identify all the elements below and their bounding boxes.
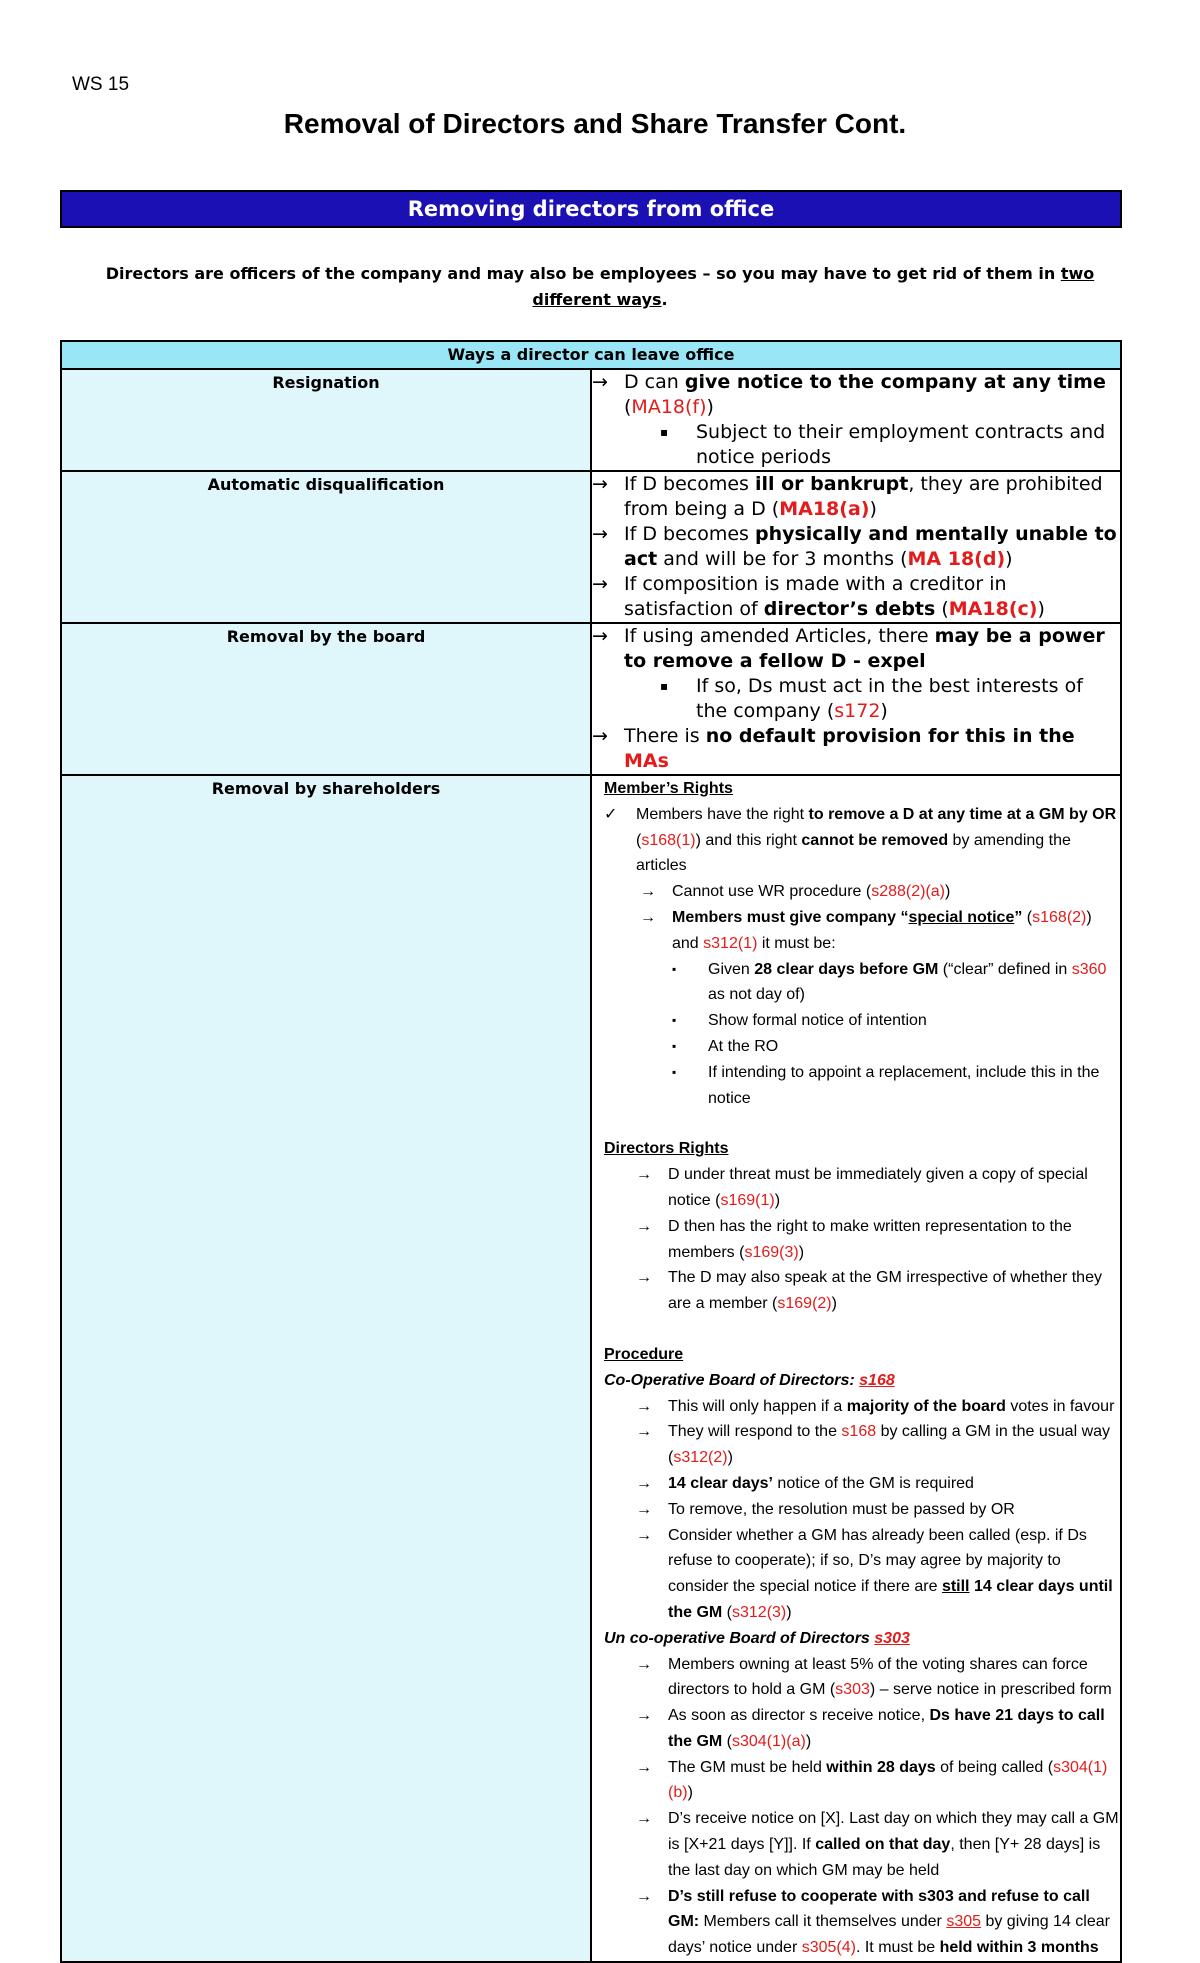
- bullet-icon: ▪: [672, 1038, 677, 1053]
- arrow-icon: →: [636, 1500, 652, 1518]
- row-label-board: Removal by the board: [61, 623, 591, 775]
- table-row: [61, 623, 1121, 775]
- bullet-icon: ▪: [672, 1064, 677, 1079]
- arrow-icon: →: [636, 1526, 652, 1544]
- arrow-icon: →: [640, 883, 656, 901]
- arrow-icon: →: [592, 725, 608, 747]
- arrow-icon: →: [636, 1655, 652, 1673]
- row-label-resignation: Resignation: [61, 369, 591, 471]
- uncooperative-heading: Un co-operative Board of Directors s303: [604, 1629, 910, 1647]
- table-heading: Ways a director can leave office: [61, 341, 1121, 369]
- bullet-icon: ▪: [672, 1013, 677, 1028]
- bullet-icon: ▪: [660, 679, 669, 693]
- row-content-board: → If using amended Articles, there may be a power to remove a fellow D - expel ▪ If so, Ds must act in the best interests of the company (s172) → There is no default provision for this in the MAs: [591, 623, 1121, 775]
- arrow-icon: →: [636, 1269, 652, 1287]
- page-title: Removal of Directors and Share Transfer Cont.: [283, 108, 907, 139]
- worksheet-label: WS 15: [72, 74, 130, 95]
- cooperative-heading: Co-Operative Board of Directors: s168: [604, 1371, 895, 1389]
- row-content-shareholders: Member’s Rights ✓ Members have the right to remove a D at any time at a GM by OR (s168(1)) and this right cannot be removed by amending the articles → Cannot use WR procedure (s288(2)(a)) → Members must give company “special notice” (s168(2)) and s312(1) it must be: ▪ Given 28 clear days before GM (“clear” defined in s360 as not day of) ▪ Show formal notice of intention ▪ At the RO ▪ If intending to appoint a replacement, include this in the notice Directors Rights → D under threat must be immediately given a copy of special notice (s169(1)) → D then has the right to make written representation to the members (s169(3)) → The D may also speak at the GM irrespective of whether they are a member (s169(2)) Procedure Co-Operative Board of Directors: s168 → This will only happen if a majority of the board votes in favour → They will respond to the s168 by calling a GM in the usual way (s312(2)) → 14 clear days’ notice of the GM is required → To remove, the resolution must be passed by OR → Consider whether a GM has already been called (esp. if Ds refuse to cooperate); if so, D’s may agree by majority to consider the special notice if there are still 14 clear days until the GM (s312(3)) Un co-operative Board of Directors s303 → Members owning at least 5% of the voting shares can force directors to hold a GM (s303) – serve notice in prescribed form → As soon as director s receive notice, Ds have 21 days to call the GM (s304(1)(a)) → The GM must be held within 28 days of being called (s304(1)(b)) → D’s receive notice on [X]. Last day on which they may call a GM is [X+21 days [Y]]. If called on that day, then [Y+ 28 days] is the last day on which GM may be held → D’s still refuse to cooperate with s303 and refuse to call GM: Members call it themselves under s305 by giving 14 clear days’ notice under s305(4). It must be held within 3 months: [591, 775, 1121, 1962]
- arrow-icon: →: [592, 573, 608, 595]
- arrow-icon: →: [636, 1166, 652, 1184]
- arrow-icon: →: [592, 625, 608, 647]
- arrow-icon: →: [636, 1887, 652, 1905]
- ways-table: [60, 340, 1122, 1963]
- procedure-heading: Procedure: [604, 1345, 684, 1363]
- bullet-icon: ▪: [660, 425, 669, 439]
- arrow-icon: →: [636, 1474, 652, 1492]
- table-row: [61, 775, 1121, 1962]
- bullet-icon: ▪: [672, 961, 677, 976]
- row-label-automatic: Automatic disqualification: [61, 471, 591, 623]
- members-rights-heading: Member’s Rights: [604, 780, 733, 797]
- row-content-automatic: → If D becomes ill or bankrupt, they are prohibited from being a D (MA18(a)) → If D becomes physically and mentally unable to act and will be for 3 months (MA 18(d)) → If composition is made with a creditor in satisfaction of director’s debts (MA18(c)): [591, 471, 1121, 623]
- directors-rights-heading: Directors Rights: [604, 1140, 729, 1158]
- arrow-icon: →: [636, 1707, 652, 1725]
- check-icon: ✓: [604, 805, 618, 823]
- table-row: [61, 471, 1121, 623]
- arrow-icon: →: [636, 1758, 652, 1776]
- arrow-icon: →: [636, 1397, 652, 1415]
- arrow-icon: →: [640, 908, 656, 926]
- intro-text: Directors are officers of the company and may also be employees – so you may have to get rid of them in two different ways.: [105, 264, 1095, 309]
- section-banner: Removing directors from office: [60, 190, 1122, 228]
- arrow-icon: →: [592, 473, 608, 495]
- row-content-resignation: → D can give notice to the company at any time (MA18(f)) ▪ Subject to their employment contracts and notice periods: [591, 369, 1121, 471]
- arrow-icon: →: [636, 1217, 652, 1235]
- table-row: [61, 369, 1121, 471]
- arrow-icon: →: [636, 1810, 652, 1828]
- arrow-icon: →: [636, 1423, 652, 1441]
- arrow-icon: →: [592, 523, 608, 545]
- row-label-shareholders: Removal by shareholders: [61, 775, 591, 1962]
- arrow-icon: →: [592, 371, 608, 393]
